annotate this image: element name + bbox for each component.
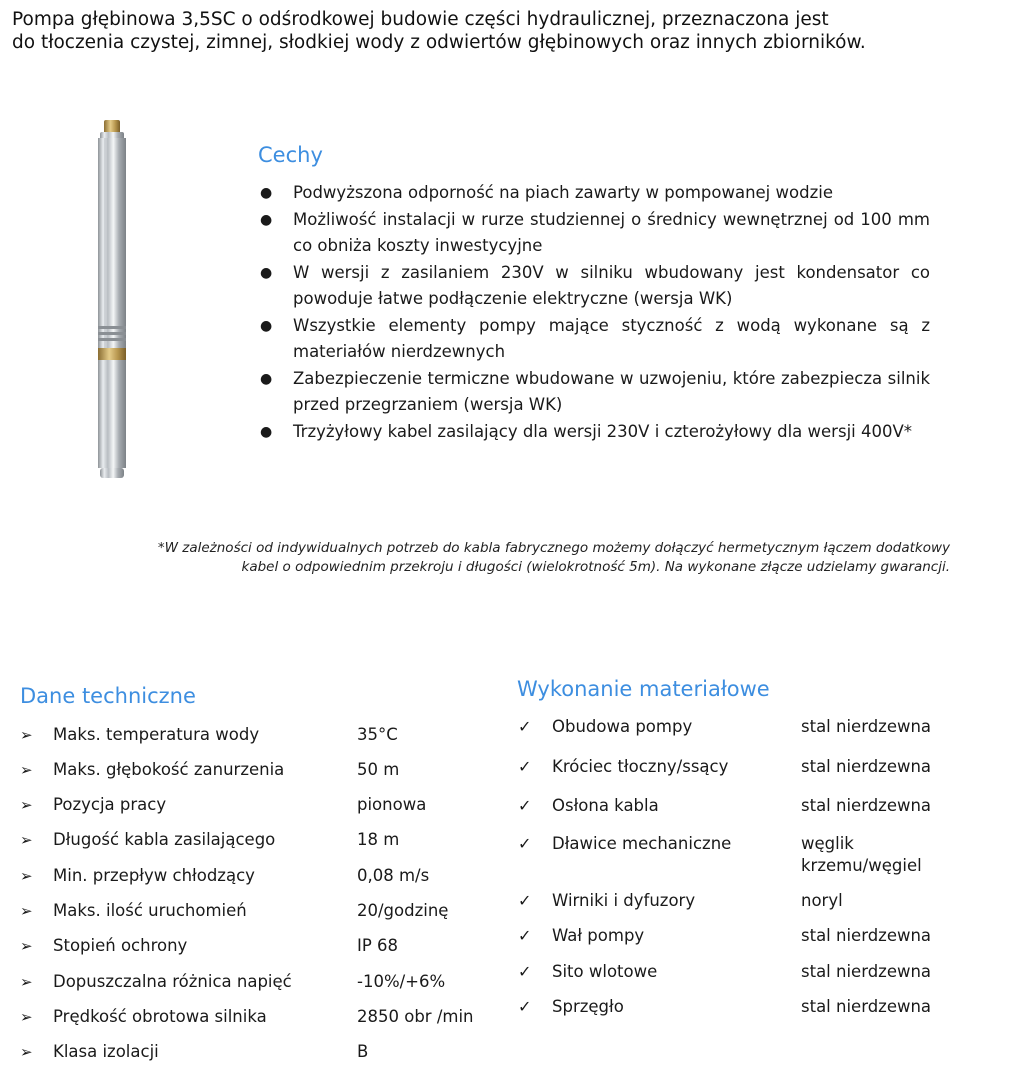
tech-label: Stopień ochrony [53, 936, 188, 955]
material-value: węglik krzemu/węgiel [801, 834, 922, 875]
tech-value: 20/godzinę [357, 901, 449, 920]
material-value: stal nierdzewna [801, 997, 932, 1016]
tech-label: Prędkość obrotowa silnika [53, 1007, 267, 1026]
tech-value: -10%/+6% [357, 972, 446, 991]
material-label: Dławice mechaniczne [552, 834, 732, 853]
tech-value: 35°C [357, 725, 398, 744]
check-icon: ✓ [518, 796, 532, 815]
tech-label: Klasa izolacji [53, 1042, 159, 1061]
material-label: Osłona kabla [552, 796, 659, 815]
bullet-icon: ● [260, 211, 273, 228]
list-item [258, 260, 930, 313]
feature-text: Trzyżyłowy kabel zasilający dla wersji 230V i czterożyłowy dla wersji 400V* [293, 421, 913, 441]
arrow-icon: ➢ [20, 1008, 33, 1026]
material-value: stal nierdzewna [801, 757, 932, 776]
tech-value: pionowa [357, 795, 427, 814]
check-icon: ✓ [518, 891, 532, 910]
tech-value: 18 m [357, 830, 400, 849]
feature-text: Podwyższona odporność na piach zawarty w pompowanej wodzie [293, 183, 833, 202]
bullet-icon: ● [260, 185, 273, 201]
check-icon: ✓ [518, 997, 532, 1016]
bullet-icon: ● [260, 423, 273, 440]
list-item [258, 207, 930, 260]
arrow-icon: ➢ [20, 1043, 33, 1061]
list-item [258, 366, 930, 419]
arrow-icon: ➢ [20, 726, 33, 744]
tech-value: 2850 obr /min [357, 1007, 474, 1026]
tech-label: Długość kabla zasilającego [53, 830, 276, 849]
tech-value: B [357, 1042, 369, 1061]
feature-text: Wszystkie elementy pompy mające styczność z wodą wykonane są z materiałów nierdzewnych [293, 315, 930, 361]
intro-paragraph [12, 8, 1002, 54]
list-item [258, 180, 930, 207]
tech-label: Dopuszczalna różnica napięć [53, 972, 292, 991]
features-title: Cechy [258, 143, 323, 167]
tech-label: Min. przepływ chłodzący [53, 866, 255, 885]
material-value: stal nierdzewna [801, 796, 932, 815]
bullet-icon: ● [260, 317, 273, 334]
material-label: Sprzęgło [552, 997, 624, 1016]
features-list [258, 180, 930, 445]
tech-value: IP 68 [357, 936, 399, 955]
footnote-line-1: *W zależności od indywidualnych potrzeb do kabla fabrycznego możemy dołączyć hermetycznym łączem dodatkowy [157, 540, 950, 556]
intro-line-2: do tłoczenia czystej, zimnej, słodkiej wody z odwiertów głębinowych oraz innych zbiorników. [12, 32, 866, 53]
feature-text: Zabezpieczenie termiczne wbudowane w uzwojeniu, które zabezpiecza silnik przed przegrzaniem (wersja WK) [293, 368, 930, 414]
arrow-icon: ➢ [20, 796, 33, 814]
material-value: stal nierdzewna [801, 962, 932, 981]
tech-label: Maks. temperatura wody [53, 725, 260, 744]
material-label: Sito wlotowe [552, 962, 658, 981]
tech-label: Pozycja pracy [53, 795, 167, 814]
feature-text: Możliwość instalacji w rurze studziennej o średnicy wewnętrznej od 100 mm co obniża koszty inwestycyjne [293, 209, 930, 255]
arrow-icon: ➢ [20, 867, 33, 885]
material-label: Króciec tłoczny/ssący [552, 757, 729, 776]
material-label: Obudowa pompy [552, 717, 693, 736]
arrow-icon: ➢ [20, 973, 33, 991]
intro-line-1: Pompa głębinowa 3,5SC o odśrodkowej budowie części hydraulicznej, przeznaczona jest [12, 9, 829, 30]
check-icon: ✓ [518, 962, 532, 981]
material-value: noryl [801, 891, 843, 910]
arrow-icon: ➢ [20, 761, 33, 779]
list-item [258, 419, 930, 446]
arrow-icon: ➢ [20, 902, 33, 920]
tech-value: 50 m [357, 760, 400, 779]
check-icon: ✓ [518, 834, 532, 853]
material-value: stal nierdzewna [801, 926, 932, 945]
material-label: Wał pompy [552, 926, 645, 945]
list-item [258, 313, 930, 366]
check-icon: ✓ [518, 717, 532, 736]
tech-section-title: Dane techniczne [20, 684, 196, 708]
feature-text: W wersji z zasilaniem 230V w silniku wbudowany jest kondensator co powoduje łatwe podłączenie elektryczne (wersja WK) [293, 262, 930, 308]
materials-section-title: Wykonanie materiałowe [517, 677, 770, 701]
tech-value: 0,08 m/s [357, 866, 430, 885]
tech-label: Maks. ilość uruchomień [53, 901, 247, 920]
arrow-icon: ➢ [20, 937, 33, 955]
footnote [40, 539, 950, 577]
tech-label: Maks. głębokość zanurzenia [53, 760, 285, 779]
material-value: stal nierdzewna [801, 717, 932, 736]
material-label: Wirniki i dyfuzory [552, 891, 696, 910]
bullet-icon: ● [260, 370, 273, 387]
check-icon: ✓ [518, 757, 532, 776]
bullet-icon: ● [260, 264, 273, 281]
submersible-pump-icon [92, 118, 132, 480]
check-icon: ✓ [518, 926, 532, 945]
arrow-icon: ➢ [20, 831, 33, 849]
footnote-line-2: kabel o odpowiednim przekroju i długości (wielokrotność 5m). Na wykonane złącze udzielamy gwarancji. [241, 559, 950, 575]
